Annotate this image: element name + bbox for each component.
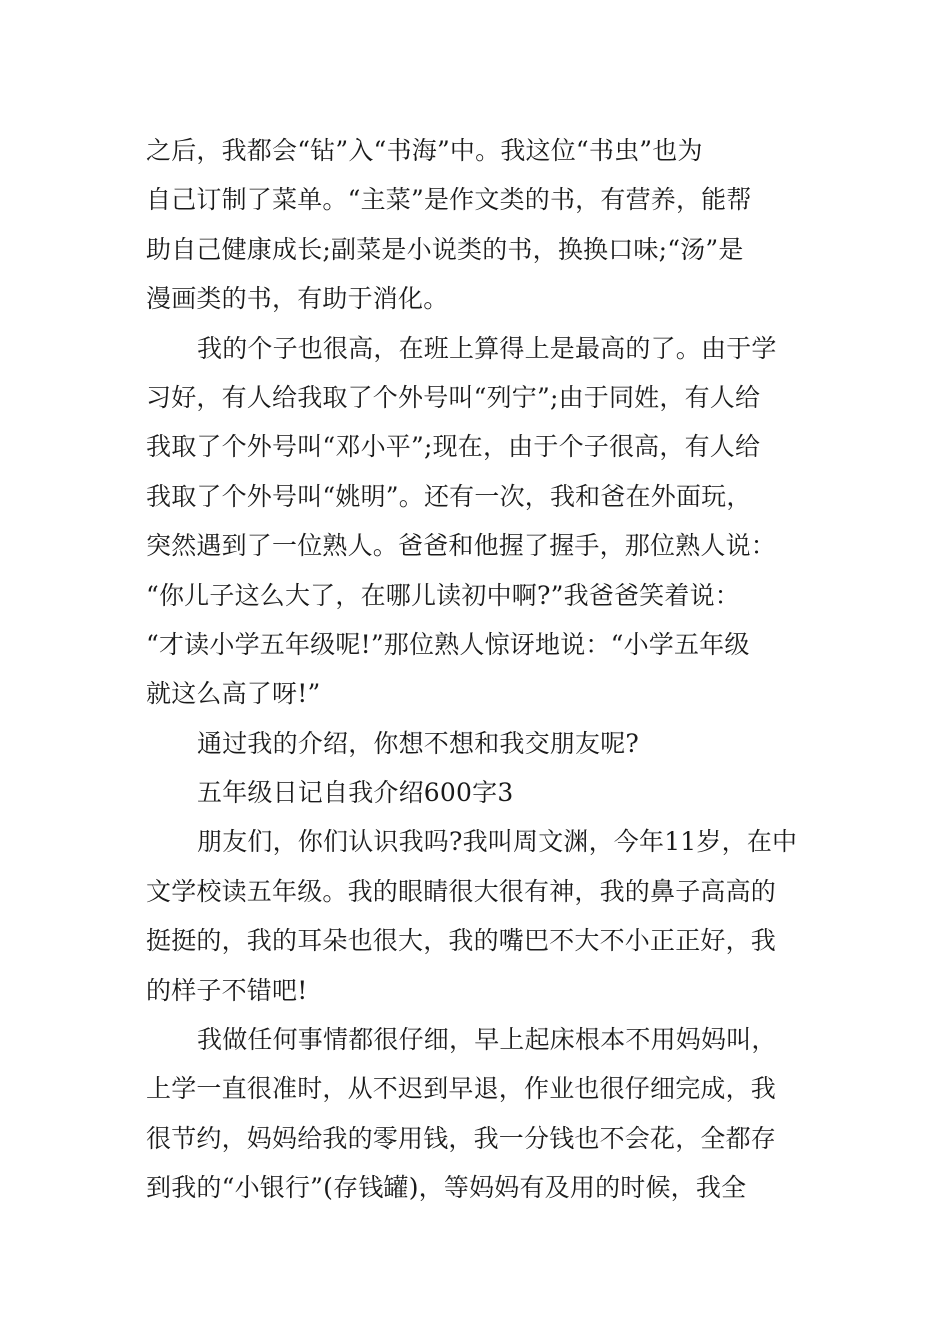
text-line: 朋友们，你们认识我吗?我叫周文渊，今年11岁，在中: [197, 827, 798, 857]
text-line: 习好，有人给我取了个外号叫“列宁”;由于同姓，有人给: [146, 382, 761, 412]
text-line: 的样子不错吧!: [146, 975, 308, 1005]
text-line: 挺挺的，我的耳朵也很大，我的嘴巴不大不小正正好，我: [146, 926, 777, 956]
text-line: 我取了个外号叫“姚明”。还有一次，我和爸在外面玩，: [146, 481, 752, 511]
text-line: 漫画类的书，有助于消化。: [146, 284, 449, 314]
text-line: 之后，我都会“钻”入“书海”中。我这位“书虫”也为: [146, 136, 703, 165]
text-line: 通过我的介绍，你想不想和我交朋友呢?: [197, 728, 640, 758]
document-body: [146, 126, 810, 1213]
text-line: 我取了个外号叫“邓小平”;现在，由于个子很高，有人给: [146, 432, 761, 462]
text-line: 文学校读五年级。我的眼睛很大很有神，我的鼻子高高的: [146, 876, 777, 906]
text-line: 到我的“小银行”(存钱罐)，等妈妈有及用的时候，我全: [146, 1173, 747, 1203]
text-line: “才读小学五年级呢!”那位熟人惊讶地说：“小学五年级: [146, 629, 750, 659]
text-line: “你儿子这么大了，在哪儿读初中啊?”我爸爸笑着说：: [146, 580, 740, 610]
text-line: 我做任何事情都很仔细，早上起床根本不用妈妈叫，: [197, 1025, 777, 1055]
text-line: 自己订制了菜单。“主菜”是作文类的书，有营养，能帮: [146, 185, 752, 215]
text-line: 助自己健康成长;副菜是小说类的书，换换口味;“汤”是: [146, 234, 744, 264]
text-line: 就这么高了呀!”: [146, 679, 321, 709]
text-line: 上学一直很准时，从不迟到早退，作业也很仔细完成，我: [146, 1074, 777, 1104]
text-line: 突然遇到了一位熟人。爸爸和他握了握手，那位熟人说：: [146, 531, 777, 561]
text-line: 我的个子也很高，在班上算得上是最高的了。由于学: [197, 333, 777, 363]
text-line: 很节约，妈妈给我的零用钱，我一分钱也不会花，全都存: [146, 1123, 777, 1153]
text-line: 五年级日记自我介绍600字3: [197, 778, 514, 808]
